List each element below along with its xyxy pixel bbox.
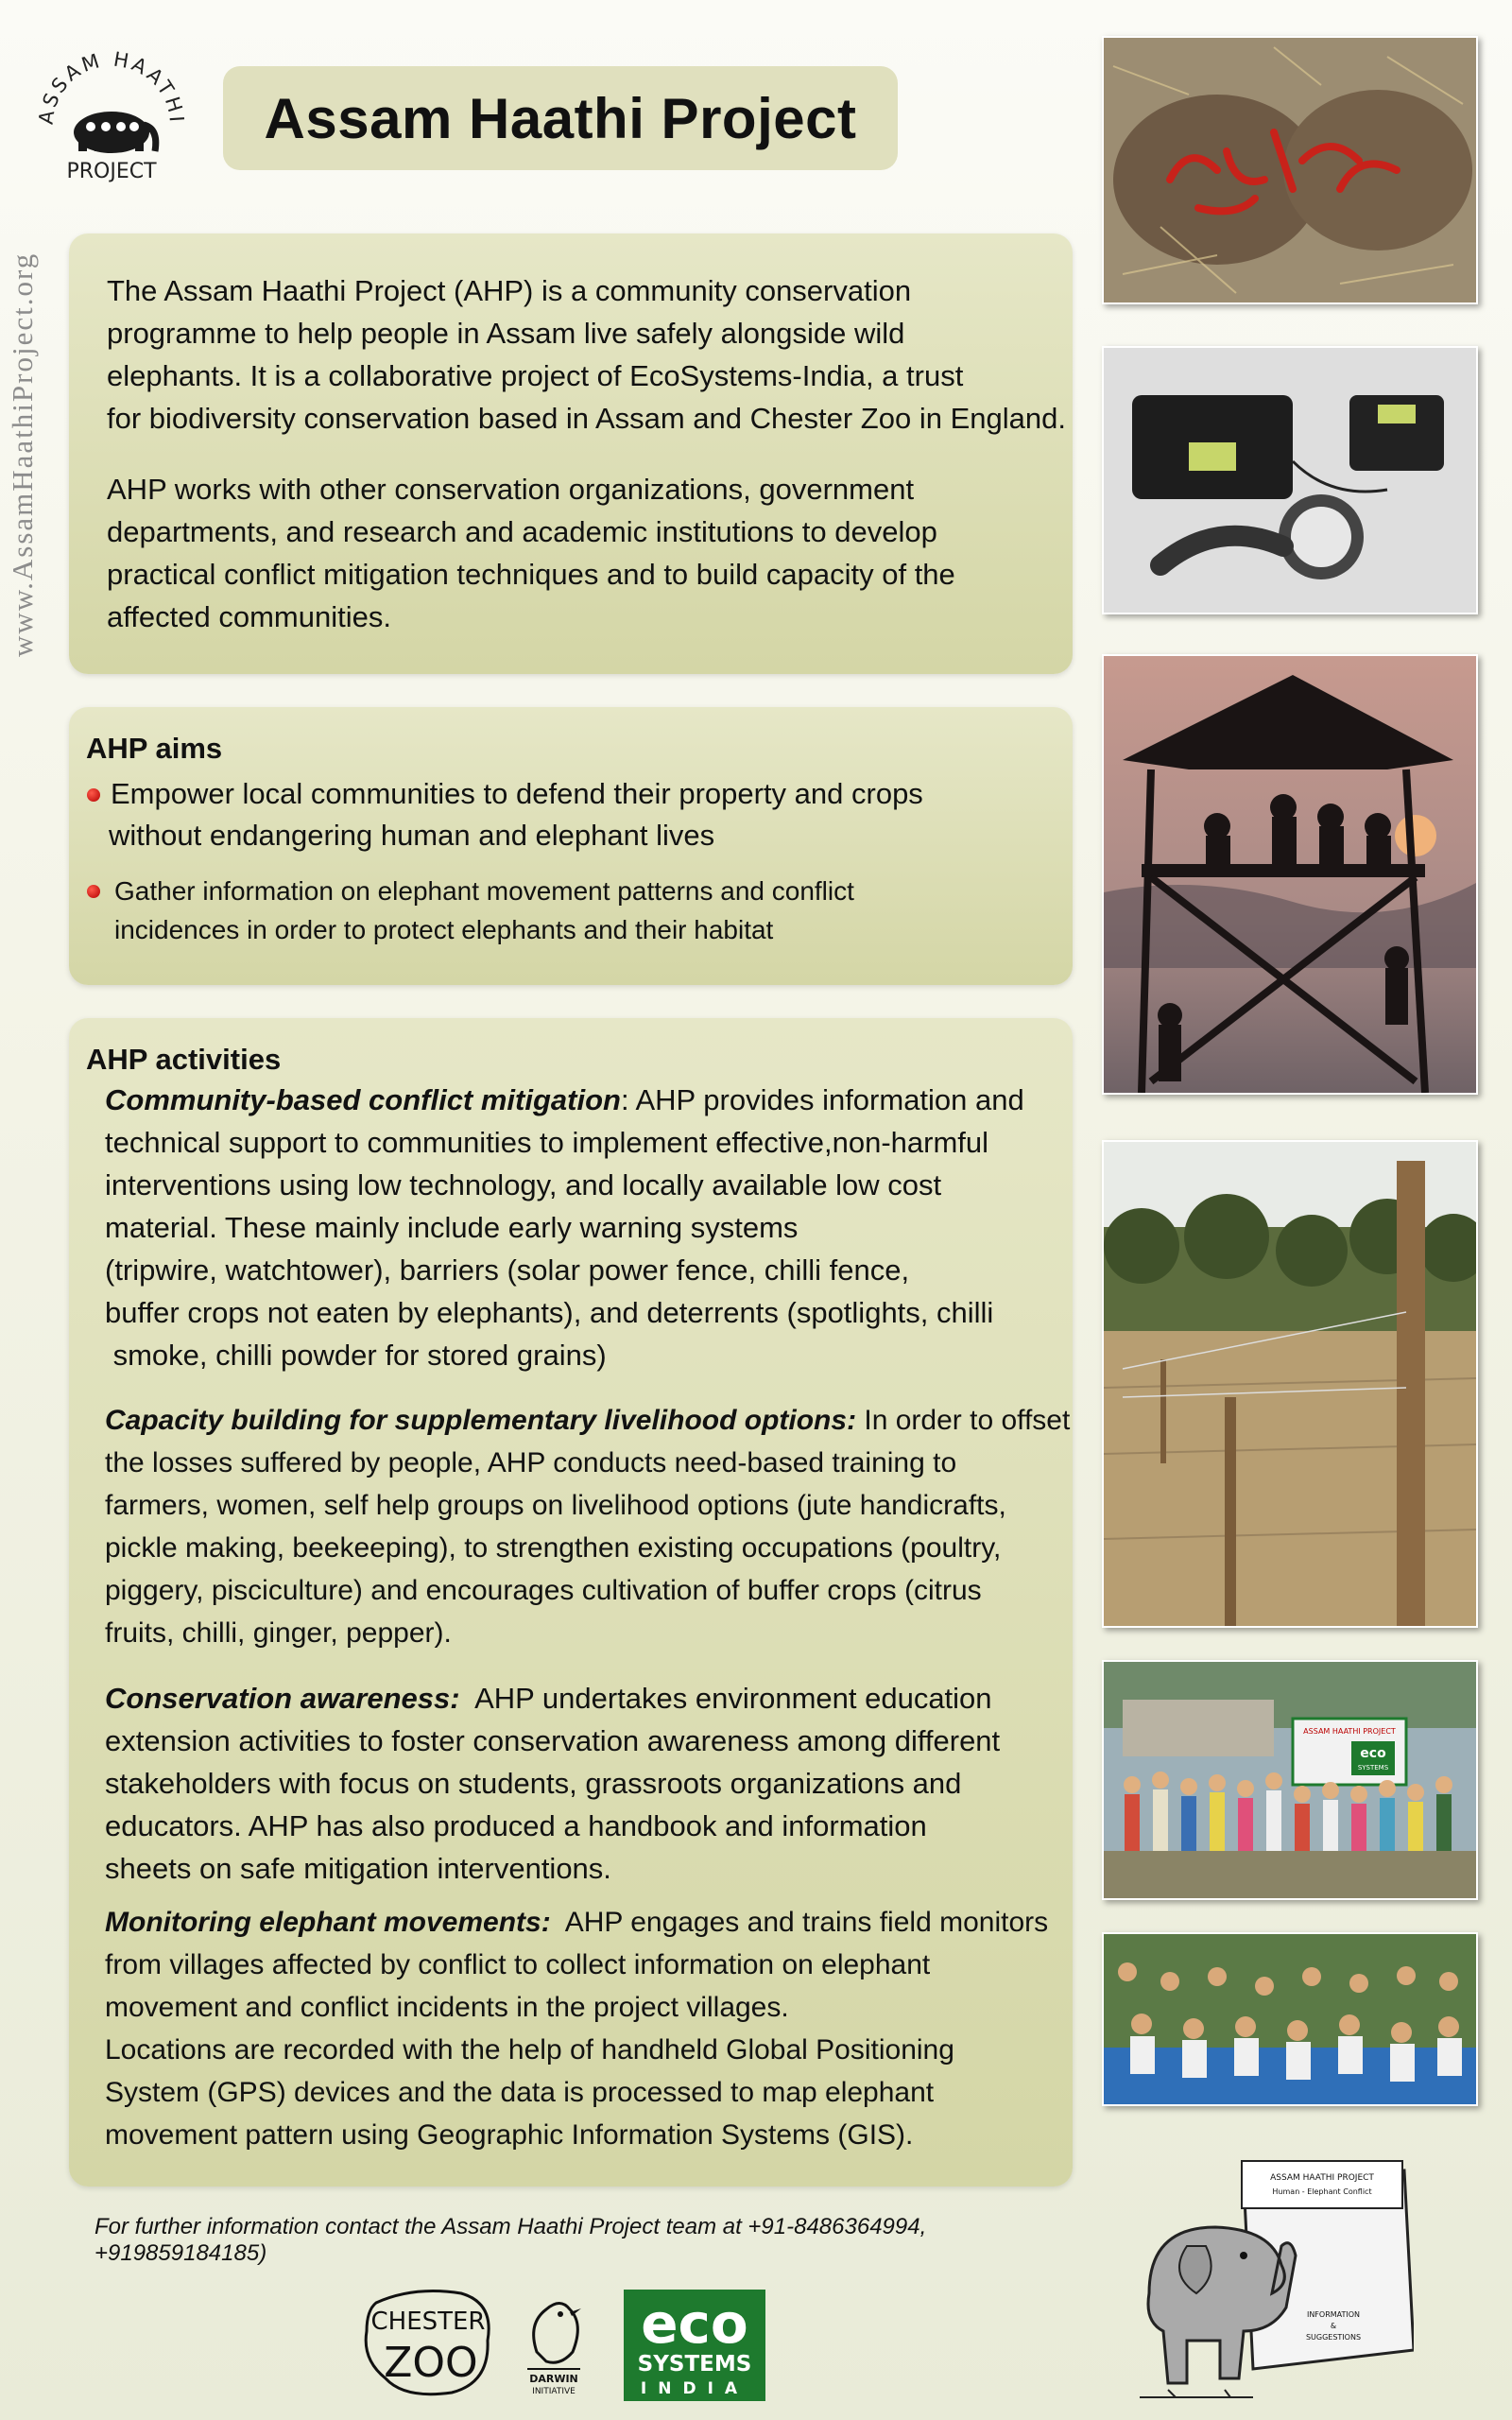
page-title: Assam Haathi Project [223, 66, 898, 170]
website-url[interactable]: www.AssamHaathiProject.org [6, 251, 39, 657]
chester-text: CHESTER [370, 2308, 486, 2336]
photo-fence-field [1102, 1140, 1478, 1628]
aim-line: Empower local communities to defend their property and crops [111, 777, 923, 810]
photo-chilli-dung [1102, 36, 1478, 304]
initiative-text: INITIATIVE [532, 2387, 576, 2396]
darwin-initiative-logo [518, 2286, 590, 2401]
chester-zoo-logo [357, 2284, 499, 2399]
activity-line: (tripwire, watchtower), barriers (solar power fence, chilli fence, [105, 1253, 910, 1287]
intro-line: departments, and research and academic institutions to develop [107, 515, 937, 548]
aims-panel [69, 707, 1073, 985]
activity-line: educators. AHP has also produced a handbook and information [105, 1809, 927, 1842]
activity-line: System (GPS) devices and the data is processed to map elephant [105, 2077, 935, 2108]
svg-text:PROJECT: PROJECT [66, 160, 157, 183]
activity-line: Locations are recorded with the help of handheld Global Positioning [105, 2034, 954, 2066]
activity-line: smoke, chilli powder for stored grains) [105, 1339, 607, 1372]
cartoon-sign-title: ASSAM HAATHI PROJECT [1270, 2173, 1374, 2183]
zoo-text: ZOO [384, 2339, 478, 2387]
intro-line: AHP works with other conservation organizations, government [107, 473, 915, 506]
activity-line: movement and conflict incidents in the project villages. [105, 1992, 789, 2023]
activity-line: buffer crops not eaten by elephants), and deterrents (spotlights, chilli [105, 1296, 994, 1329]
bullet-icon [87, 885, 100, 898]
activity-line [105, 1901, 1088, 1944]
activity-line [105, 1677, 1088, 1720]
eco-text: eco [641, 2291, 748, 2356]
intro-line: The Assam Haathi Project (AHP) is a community conservation [107, 274, 912, 307]
svg-text:ASSAM HAATHI: ASSAM HAATHI [34, 47, 189, 126]
activity-line: sheets on safe mitigation interventions. [105, 1852, 611, 1885]
activities-heading: AHP activities [86, 1043, 282, 1076]
activity-line: the losses suffered by people, AHP conducts need-based training to [105, 1447, 957, 1478]
aim-line: without endangering human and elephant lives [109, 819, 715, 852]
photo-village-meeting [1102, 1932, 1478, 2106]
activity-line: farmers, women, self help groups on livelihood options (jute handicrafts, [105, 1490, 1006, 1521]
contact-info: For further information contact the Assam Haathi Project team at +91-8486364994, +919859184185) [94, 2214, 927, 2266]
photo-watchtower [1102, 654, 1478, 1095]
banner-text: ASSAM HAATHI PROJECT [1303, 1727, 1396, 1736]
aim-line: incidences in order to protect elephants and their habitat [114, 915, 774, 944]
ahp-logo [26, 38, 197, 189]
activity-line: from villages affected by conflict to collect information on elephant [105, 1949, 931, 1980]
photo-spotlight-equipment [1102, 346, 1478, 614]
systems-text: SYSTEMS [637, 2352, 752, 2377]
elephant-cartoon [1130, 2142, 1414, 2407]
darwin-text: DARWIN [529, 2373, 578, 2385]
photo-school-group [1102, 1660, 1478, 1900]
awareness-lead: Conservation awareness: [105, 1682, 460, 1715]
activity-line: movement pattern using Geographic Information Systems (GIS). [105, 2119, 914, 2151]
aims-heading: AHP aims [86, 732, 223, 765]
intro-line: practical conflict mitigation techniques and to build capacity of the [107, 558, 955, 591]
activity-line: technical support to communities to implement effective,non-harmful [105, 1126, 989, 1159]
activity-text: : AHP provides information and [620, 1083, 1024, 1116]
activity-line: pickle making, beekeeping), to strengthen existing occupations (poultry, [105, 1532, 1002, 1564]
cartoon-box-line: & [1330, 2322, 1337, 2330]
activities-panel [69, 1018, 1073, 2187]
banner-eco: eco [1360, 1746, 1386, 1761]
activity-line: interventions using low technology, and locally available low cost [105, 1168, 942, 1201]
activity-line: material. These mainly include early warning systems [105, 1211, 799, 1244]
intro-line: affected communities. [107, 600, 391, 633]
activity-line: extension activities to foster conservation awareness among different [105, 1724, 1001, 1757]
activity-text: AHP engages and trains field monitors [550, 1907, 1049, 1938]
activity-text: In order to offset [856, 1405, 1071, 1436]
india-text: INDIA [640, 2379, 749, 2398]
activity-text: AHP undertakes environment education [459, 1682, 992, 1715]
intro-line: programme to help people in Assam live safely alongside wild [107, 317, 905, 350]
activity-line: piggery, pisciculture) and encourages cultivation of buffer crops (citrus [105, 1575, 982, 1606]
activity-line [105, 1399, 1088, 1442]
intro-panel [69, 233, 1073, 674]
cartoon-sign-sub: Human - Elephant Conflict [1272, 2187, 1372, 2196]
activity-line: stakeholders with focus on students, grassroots organizations and [105, 1767, 962, 1800]
intro-line: for biodiversity conservation based in Assam and Chester Zoo in England. [107, 402, 1066, 435]
monitoring-lead: Monitoring elephant movements: [105, 1907, 551, 1938]
cartoon-box-line: INFORMATION [1306, 2310, 1361, 2319]
intro-line: elephants. It is a collaborative project of EcoSystems-India, a trust [107, 359, 964, 392]
activity-line: fruits, chilli, ginger, pepper). [105, 1617, 452, 1649]
aim-line: Gather information on elephant movement patterns and conflict [114, 876, 854, 906]
bullet-icon [87, 788, 100, 802]
mitigation-lead: Community-based conflict mitigation [105, 1083, 621, 1116]
capacity-lead: Capacity building for supplementary livelihood options: [105, 1405, 857, 1436]
banner-systems: SYSTEMS [1357, 1764, 1389, 1772]
activity-line [105, 1079, 1088, 1121]
ecosystems-india-logo [624, 2290, 765, 2401]
cartoon-box-line: SUGGESTIONS [1305, 2333, 1362, 2342]
